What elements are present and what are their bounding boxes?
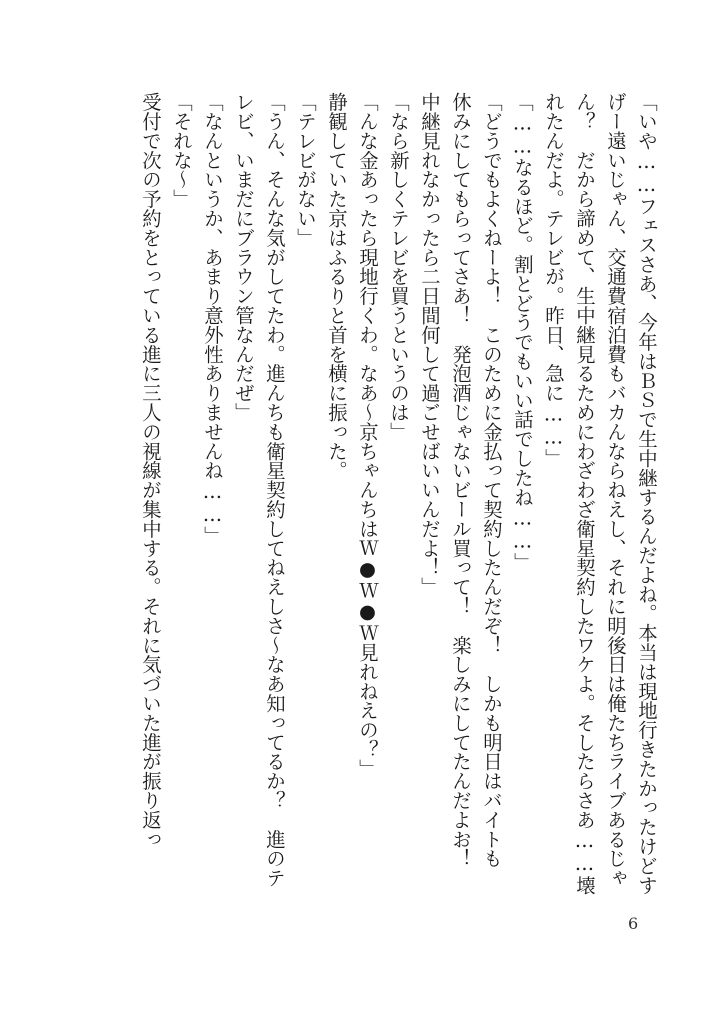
text-line: 「どうでもよくねーよ！ このために金払って契約したんだぞ！ しかも明日はバイトも [480, 92, 503, 868]
text-line: げー遠いじゃん、交通費宿泊費もバカんならねえし、それに明後日は俺たちライブあるじゃ [604, 92, 627, 888]
text-line: 「なんというか、あまり意外性ありませんね……」 [201, 92, 224, 546]
text-line: 中継見れなかったら二日間何して過ごせばいいんだよ！」 [418, 92, 441, 597]
text-line: 受付で次の予約をとっている進に三人の視線が集中する。それに気づいた進が振り返っ [139, 92, 162, 849]
text-line: 「それな～」 [170, 92, 193, 209]
text-line: 「なら新しくテレビを買うというのは」 [387, 92, 410, 442]
text-line: れたんだよ。テレビが。昨日、急に……」 [542, 92, 565, 468]
vertical-text-block [135, 92, 662, 895]
text-line: 「テレビがない」 [294, 92, 317, 248]
text-line: 休みにしてもらってさあ！ 発泡酒じゃないビール買って！ 楽しみにしてたんだよお！ [449, 92, 472, 868]
text-line: ん？ だから諦めて、生中継見るためにわざわざ衛星契約したワケよ。そしたらさあ……壊 [573, 92, 596, 895]
text-line: 静観していた京はふるりと首を横に振った。 [325, 92, 348, 480]
text-line: 「んな金あったら現地行くわ。なあ～京ちゃんちはＷ●Ｗ●Ｗ見れねえの？」 [356, 92, 379, 779]
text-line: 「うん、そんな気がしてたわ。進んちも衛星契約してねえしさ～なあ知ってるか？ 進のテ [263, 92, 286, 888]
text-line: レビ、いまだにブラウン管なんだぜ」 [232, 92, 255, 422]
page-number: 6 [628, 914, 639, 933]
text-line: 「いや……フェスさあ、今年はＢＳで生中継するんだよね。本当は現地行きたかったけどす [635, 92, 658, 895]
text-line: 「……なるほど。割とどうでもいい話でしたね……」 [511, 92, 534, 572]
